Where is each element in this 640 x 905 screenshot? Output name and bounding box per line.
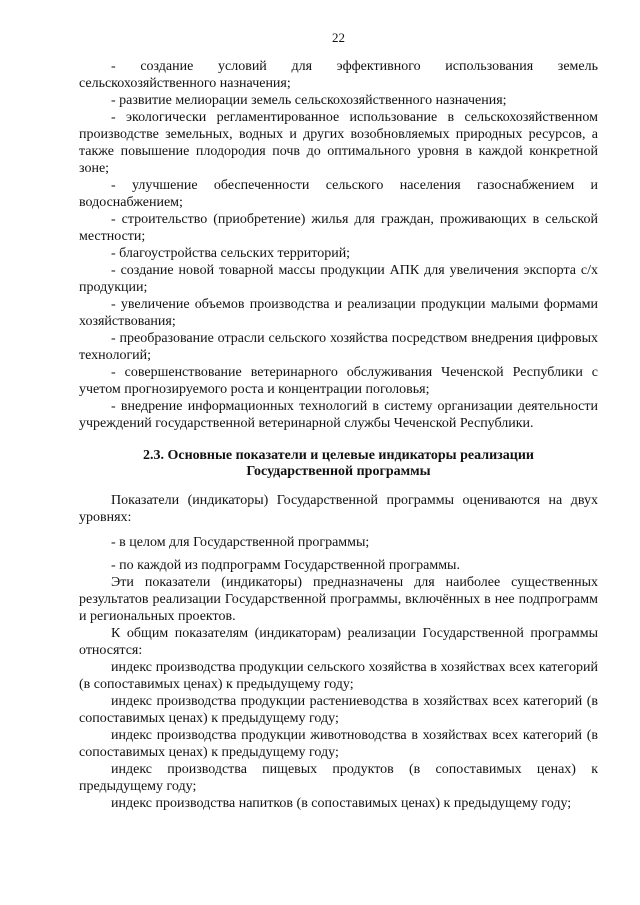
list-item-land-use: - создание условий для эффективного использования земель сельскохозяйственного назначения; bbox=[79, 59, 598, 91]
list-item-melioration: - развитие мелиорации земель сельскохозяйственного назначения; bbox=[111, 93, 507, 108]
page-number: 22 bbox=[332, 30, 345, 45]
list-item-each-subprogram: - по каждой из подпрограмм Государственной программы. bbox=[111, 558, 460, 573]
list-item-veterinary: - совершенствование ветеринарного обслуживания Чеченской Республики с учетом прогнозируемого роста и концентрации поголовья; bbox=[79, 365, 598, 397]
paragraph-levels-intro: Показатели (индикаторы) Государственной программы оцениваются на двух уровнях: bbox=[79, 493, 598, 525]
section-heading-line-1: 2.3. Основные показатели и целевые индикаторы реализации bbox=[143, 448, 534, 463]
indicator-crop-index: индекс производства продукции растениеводства в хозяйствах всех категорий (в сопоставимых ценах) к предыдущему году; bbox=[79, 694, 598, 726]
section-heading-line-2: Государственной программы bbox=[246, 464, 431, 479]
list-item-whole-program: - в целом для Государственной программы; bbox=[111, 535, 370, 550]
list-item-it-veterinary: - внедрение информационных технологий в систему организации деятельности учреждений государственной ветеринарной службы Чеченской Республики. bbox=[79, 399, 598, 431]
list-item-gas-water-supply: - улучшение обеспеченности сельского населения газоснабжением и водоснабжением; bbox=[79, 178, 598, 210]
list-item-ecological-use: - экологически регламентированное использование в сельскохозяйственном производстве земельных, водных и других возобновляемых природных ресурсов, а также повышение плодородия почв до оптимального уровня в каждой конкретной зоне; bbox=[79, 110, 598, 176]
list-item-digital: - преобразование отрасли сельского хозяйства посредством внедрения цифровых технологий; bbox=[79, 331, 598, 363]
section-heading bbox=[79, 448, 598, 480]
list-item-small-farms: - увеличение объемов производства и реализации продукции малыми формами хозяйствования; bbox=[79, 297, 598, 329]
list-item-housing: - строительство (приобретение) жилья для граждан, проживающих в сельской местности; bbox=[79, 212, 598, 244]
paragraph-general-indicators: К общим показателям (индикаторам) реализации Государственной программы относятся: bbox=[79, 626, 598, 658]
indicator-food-index: индекс производства пищевых продуктов (в сопоставимых ценах) к предыдущему году; bbox=[79, 762, 598, 794]
indicator-agriculture-index: индекс производства продукции сельского хозяйства в хозяйствах всех категорий (в сопоставимых ценах) к предыдущему году; bbox=[79, 660, 598, 692]
indicator-beverages-index: индекс производства напитков (в сопоставимых ценах) к предыдущему году; bbox=[111, 796, 572, 811]
list-item-rural-improvement: - благоустройства сельских территорий; bbox=[111, 246, 351, 261]
paragraph-purpose: Эти показатели (индикаторы) предназначены для наиболее существенных результатов реализации Государственной программы, включённых в нее подпрограмм и региональных проектов. bbox=[79, 575, 598, 624]
indicator-livestock-index: индекс производства продукции животноводства в хозяйствах всех категорий (в сопоставимых ценах) к предыдущему году; bbox=[79, 728, 598, 760]
list-item-export: - создание новой товарной массы продукции АПК для увеличения экспорта с/х продукции; bbox=[79, 263, 598, 295]
